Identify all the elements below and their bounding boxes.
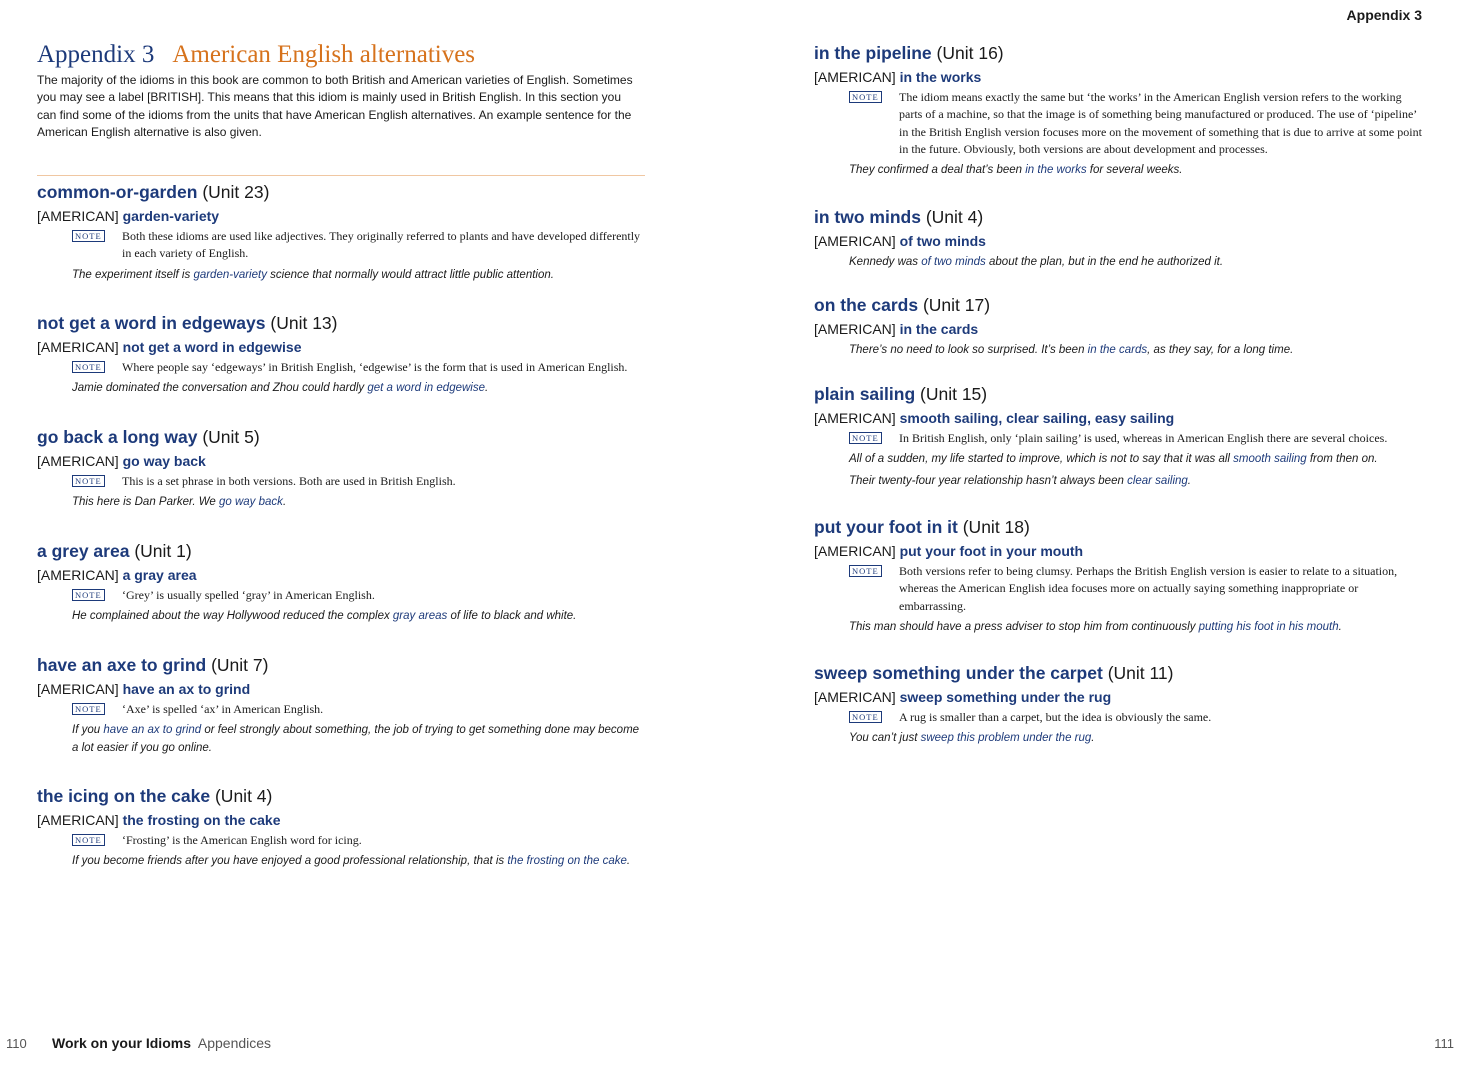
idiom-title: sweep something under the carpet <box>814 663 1103 683</box>
american-idiom: smooth sailing, clear sailing, easy sailing <box>899 410 1175 426</box>
example-sentence: The experiment itself is garden-variety science that normally would attract little public attention. <box>72 268 554 281</box>
note-text: Both versions refer to being clumsy. Perhaps the British English version is easier to relate to a situation, whereas the American English idea focuses more on actually saying something inappropriate or embarrassing. <box>899 564 1398 613</box>
idiom-title: the icing on the cake <box>37 786 211 806</box>
left-page-number: 110 <box>6 1036 27 1051</box>
unit-ref: (Unit 5) <box>202 427 260 447</box>
idiom-entry <box>814 206 1424 272</box>
example-sentence: He complained about the way Hollywood reduced the complex gray areas of life to black and white. <box>72 610 577 623</box>
note-badge: NOTE <box>849 565 882 577</box>
example-highlight: get a word in edgewise <box>367 382 485 395</box>
example-sentence: All of a sudden, my life started to improve, which is not to say that it was all smooth sailing from then on. <box>849 453 1378 466</box>
unit-ref: (Unit 13) <box>270 313 338 333</box>
example-highlight: gray areas <box>392 610 448 623</box>
example-highlight: in the works <box>1025 164 1087 177</box>
american-idiom: go way back <box>122 453 206 469</box>
note-badge: NOTE <box>72 230 105 242</box>
american-idiom: not get a word in edgewise <box>122 339 302 355</box>
idiom-entry <box>814 383 1424 490</box>
american-idiom: in the works <box>899 69 982 85</box>
example-highlight: the frosting on the cake <box>507 855 627 868</box>
example-highlight: smooth sailing <box>1233 453 1307 466</box>
unit-ref: (Unit 23) <box>202 182 270 202</box>
american-tag: [AMERICAN] <box>37 681 119 697</box>
idiom-title: have an axe to grind <box>37 655 207 675</box>
american-tag: [AMERICAN] <box>37 453 119 469</box>
example-sentence: Jamie dominated the conversation and Zhou could hardly get a word in edgewise. <box>72 382 489 395</box>
unit-ref: (Unit 17) <box>922 295 991 315</box>
american-tag: [AMERICAN] <box>814 689 896 705</box>
note-text: Both these idioms are used like adjectives. They originally referred to plants and have developed differently in each variety of English. <box>122 229 641 261</box>
intro-paragraph: The majority of the idioms in this book are common to both British and American varieties of English. Sometimes you may see a label [BRITISH]. This means that this idiom is mainly used in British English. In this section you can find some of the idioms from the units that have American English alternatives. An example sentence for the American English alternative is also given. <box>37 73 633 139</box>
american-tag: [AMERICAN] <box>37 339 119 355</box>
american-tag: [AMERICAN] <box>814 543 896 559</box>
american-tag: [AMERICAN] <box>814 69 896 85</box>
note-text: Where people say ‘edgeways’ in British English, ‘edgewise’ is the form that is used in American English. <box>122 360 628 374</box>
note-badge: NOTE <box>72 703 105 715</box>
idiom-title: in two minds <box>814 207 921 227</box>
idiom-title: go back a long way <box>37 427 198 447</box>
example-sentence: There’s no need to look so surprised. It’s been in the cards, as they say, for a long time. <box>849 344 1294 356</box>
idiom-entry <box>814 294 1424 360</box>
note-text: ‘Frosting’ is the American English word for icing. <box>122 833 362 847</box>
note-badge: NOTE <box>72 361 105 373</box>
book-section: Appendices <box>197 1035 272 1051</box>
example-sentence: You can’t just sweep this problem under the rug. <box>849 732 1095 745</box>
unit-ref: (Unit 4) <box>925 207 984 227</box>
example-highlight: go way back <box>219 496 283 509</box>
note-badge: NOTE <box>72 834 105 846</box>
idiom-entry <box>814 516 1424 636</box>
unit-ref: (Unit 11) <box>1107 663 1174 683</box>
american-idiom: have an ax to grind <box>122 681 251 697</box>
american-tag: [AMERICAN] <box>37 208 119 224</box>
example-sentence: If you have an ax to grind or feel strongly about something, the job of trying to get something done may become a lot easier if you go online. <box>72 724 640 754</box>
unit-ref: (Unit 7) <box>211 655 269 675</box>
idiom-title: in the pipeline <box>814 43 932 63</box>
note-badge: NOTE <box>849 432 882 444</box>
american-idiom: garden-variety <box>122 208 220 224</box>
example-highlight: putting his foot in his mouth <box>1198 620 1339 633</box>
idiom-title: a grey area <box>37 541 130 561</box>
note-text: In British English, only ‘plain sailing’ is used, whereas in American English there are several choices. <box>899 431 1388 445</box>
example-highlight: have an ax to grind <box>103 724 202 737</box>
section-divider <box>37 175 645 176</box>
american-idiom: put your foot in your mouth <box>899 543 1084 559</box>
unit-ref: (Unit 1) <box>134 541 192 561</box>
unit-ref: (Unit 16) <box>936 43 1004 63</box>
american-tag: [AMERICAN] <box>37 567 119 583</box>
example-sentence: Their twenty-four year relationship hasn’t always been clear sailing. <box>849 474 1191 487</box>
example-highlight: sweep this problem under the rug <box>920 732 1092 745</box>
note-text: The idiom means exactly the same but ‘the works’ in the American English version refers to the working parts of a machine, so that the image is of something being manufactured or produced. The use of ‘pipeline’ in the British English version focuses more on the movement of something that is due to arrive at some point in the future. Obviously, both versions are about development and processes. <box>899 90 1422 156</box>
appendix-number: Appendix 3 <box>37 41 155 68</box>
unit-ref: (Unit 4) <box>214 786 273 806</box>
unit-ref: (Unit 15) <box>920 384 988 404</box>
example-highlight: in the cards <box>1087 344 1148 356</box>
note-text: A rug is smaller than a carpet, but the idea is obviously the same. <box>899 710 1212 724</box>
american-idiom: a gray area <box>122 567 197 583</box>
idiom-entry <box>814 42 1424 180</box>
footer-book-title <box>52 1035 271 1051</box>
idiom-title: plain sailing <box>814 384 916 404</box>
unit-ref: (Unit 18) <box>962 517 1030 537</box>
example-sentence: Kennedy was of two minds about the plan, but in the end he authorized it. <box>849 256 1224 268</box>
note-badge: NOTE <box>849 91 882 103</box>
idiom-entry <box>37 540 647 626</box>
american-tag: [AMERICAN] <box>814 233 896 249</box>
american-idiom: of two minds <box>899 233 986 249</box>
idiom-title: put your foot in it <box>814 517 958 537</box>
example-sentence: If you become friends after you have enjoyed a good professional relationship, that is the frosting on the cake. <box>72 855 631 868</box>
idiom-title: not get a word in edgeways <box>37 313 266 333</box>
note-badge: NOTE <box>72 589 105 601</box>
american-idiom: in the cards <box>899 321 979 337</box>
example-highlight: of two minds <box>921 256 986 268</box>
american-tag: [AMERICAN] <box>37 812 119 828</box>
running-header: Appendix 3 <box>1346 7 1422 23</box>
example-highlight: garden-variety <box>193 268 267 281</box>
note-badge: NOTE <box>72 475 105 487</box>
example-sentence: This man should have a press adviser to stop him from continuously putting his foot in his mouth. <box>849 620 1342 633</box>
book-name: Work on your Idioms <box>52 1035 191 1051</box>
idiom-entry <box>37 312 647 398</box>
example-highlight: clear sailing <box>1127 474 1188 487</box>
american-idiom: the frosting on the cake <box>122 812 281 828</box>
american-tag: [AMERICAN] <box>814 321 896 337</box>
american-tag: [AMERICAN] <box>814 410 896 426</box>
idiom-entry <box>37 785 647 871</box>
appendix-title: American English alternatives <box>172 41 476 68</box>
idiom-title: common-or-garden <box>37 182 198 202</box>
idiom-title: on the cards <box>814 295 919 315</box>
american-idiom: sweep something under the rug <box>899 689 1112 705</box>
idiom-entry <box>37 181 647 284</box>
page-title <box>37 38 475 72</box>
idiom-entry <box>814 662 1424 748</box>
example-sentence: They confirmed a deal that’s been in the works for several weeks. <box>849 164 1183 177</box>
note-badge: NOTE <box>849 711 882 723</box>
example-sentence: This here is Dan Parker. We go way back. <box>72 496 287 509</box>
idiom-entry <box>37 654 647 757</box>
note-text: ‘Grey’ is usually spelled ‘gray’ in American English. <box>122 588 375 602</box>
note-text: This is a set phrase in both versions. Both are used in British English. <box>122 474 456 488</box>
right-page-number: 111 <box>1434 1036 1454 1051</box>
idiom-entry <box>37 426 647 512</box>
note-text: ‘Axe’ is spelled ‘ax’ in American English. <box>122 702 324 716</box>
